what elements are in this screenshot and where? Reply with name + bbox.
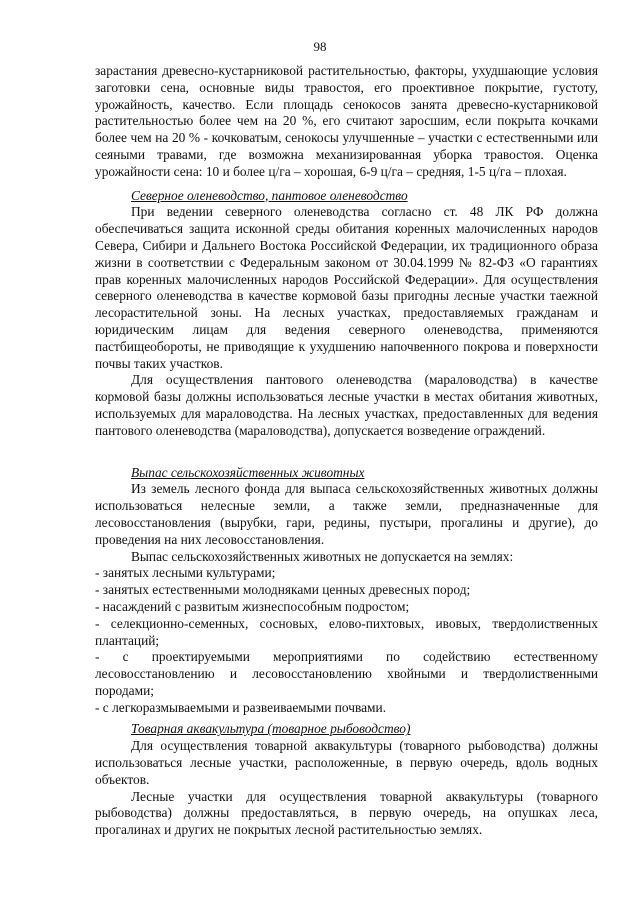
aquaculture-paragraph-1: Для осуществления товарной аквакультуры (товарного рыбоводства) должны использоваться лесные участки, расположенные, в первую очередь, вдоль водных объектов.	[95, 738, 598, 787]
heading-grazing: Выпас сельскохозяйственных животных	[131, 464, 365, 480]
page-number: 98	[313, 39, 327, 54]
intro-paragraph: зарастания древесно-кустарниковой растительностью, факторы, ухудшающие условия заготовки сена, основные виды травостоя, его проективное покрытие, густоту, урожайность, качество. Если площадь сенокосов занята древесно-кустарниковой растительностью более чем на 20 %, его считают заросшим, если покрыта кочками более чем на 20 % - кочковатым, сенокосы улучшенные – участки с естественными или сеяными травами, где возможна механизированная уборка травостоя. Оценка урожайности сена: 10 и более ц/га – хорошая, 6-9 ц/га – средняя, 1-5 ц/га – плохая.	[95, 63, 598, 179]
grazing-list-item: - насаждений с развитым жизнеспособным подростом;	[95, 598, 410, 614]
page-body	[95, 63, 598, 839]
grazing-list-item: - занятых лесными культурами;	[95, 565, 276, 581]
reindeer-paragraph-1: При ведении северного оленеводства согласно ст. 48 ЛК РФ должна обеспечиваться защита исконной среды обитания коренных малочисленных народов Севера, Сибири и Дальнего Востока Российской Федерации, их традиционного образа жизни в соответствии с Федеральным законом от 30.04.1999 № 82-ФЗ «О гарантиях прав коренных малочисленных народов Российской Федерации». Для осуществления северного оленеводства в качестве кормовой базы пригодны лесные участки таежной лесорастительной зоны. На лесных участках, предоставляемых гражданам и юридическим лицам для ведения северного оленеводства, применяются пастбищеобороты, не приводящие к ухудшению напочвенного покрова и поверхности почвы таких участков.	[95, 204, 598, 371]
heading-aquaculture: Товарная аквакультура (товарное рыбоводство)	[131, 721, 411, 737]
grazing-list-item: - селекционно-семенных, сосновых, елово-пихтовых, ивовых, твердолиственных плантаций;	[95, 615, 598, 648]
grazing-list-item: - занятых естественными молодняками ценных древесных пород;	[95, 582, 471, 598]
grazing-paragraph-1: Из земель лесного фонда для выпаса сельскохозяйственных животных должны использоваться нелесные земли, а также земли, предназначенные для лесовосстановления (вырубки, гари, редины, пустыри, прогалины и другие), до проведения на них лесовосстановления.	[95, 481, 598, 547]
aquaculture-paragraph-2: Лесные участки для осуществления товарной аквакультуры (товарного рыбоводства) должны предоставляться, в первую очередь, на опушках леса, прогалинах и других не покрытых лесной растительностью землях.	[95, 788, 598, 838]
grazing-paragraph-2: Выпас сельскохозяйственных животных не допускается на землях:	[131, 548, 514, 564]
heading-reindeer: Северное оленеводство, пантовое оленеводство	[131, 187, 408, 203]
reindeer-paragraph-2: Для осуществления пантового оленеводства (мараловодства) в качестве кормовой базы должны использоваться лесные участки в местах обитания животных, используемых для мараловодства. На лесных участках, предоставленных для ведения пантового оленеводства (мараловодства), допускается возведение ограждений.	[95, 372, 598, 438]
grazing-list-item: - с проектируемыми мероприятиями по содействию естественному лесовосстановлению и лесовосстановлению хвойными и твердолиственными породами;	[95, 649, 598, 698]
grazing-list-item: - с легкоразмываемыми и развеиваемыми почвами.	[95, 699, 387, 715]
